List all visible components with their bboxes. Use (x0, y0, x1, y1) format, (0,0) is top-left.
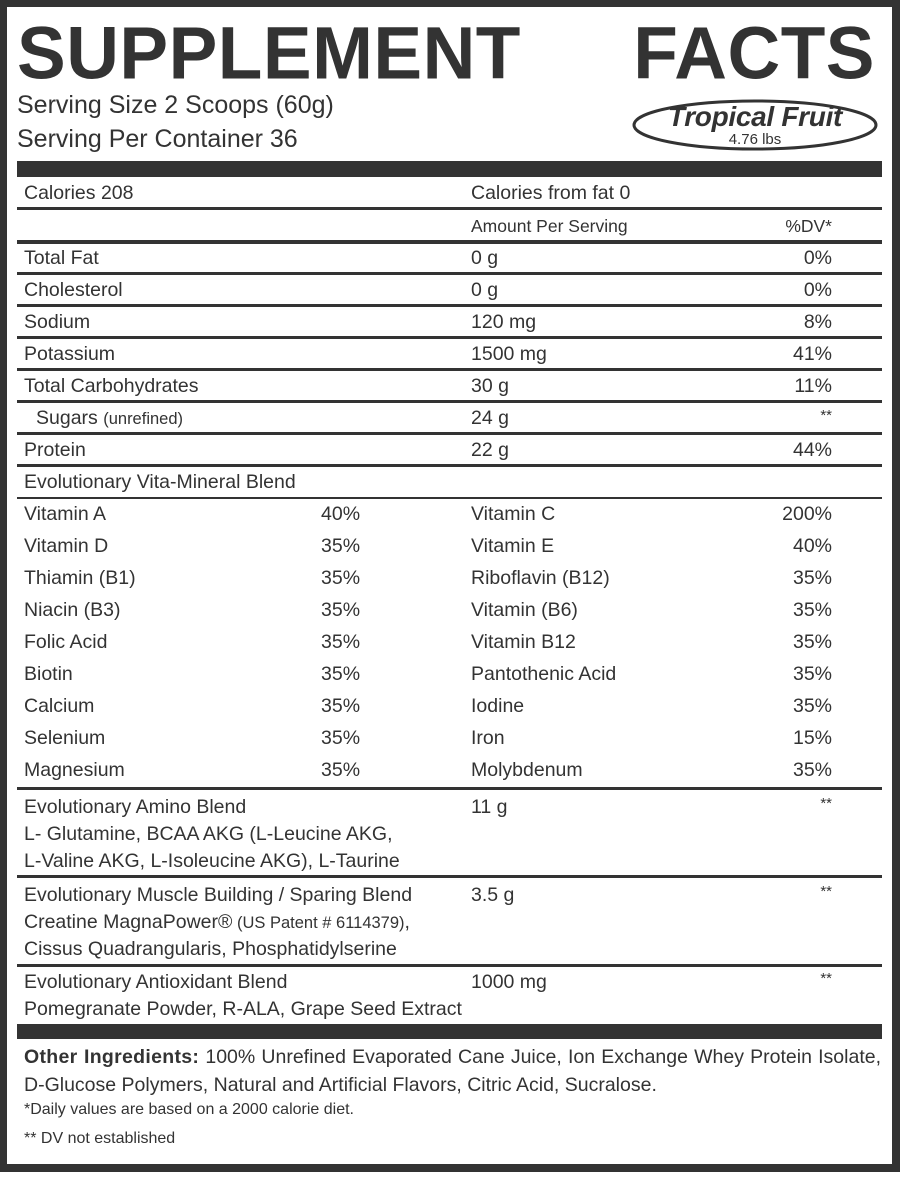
nutrient-dv: 11% (794, 375, 832, 397)
other-ingredients (24, 1043, 881, 1099)
vitamin-name: Iron (471, 727, 505, 749)
nutrient-name (24, 374, 199, 398)
divider (17, 400, 882, 403)
footnote-daily-values: *Daily values are based on a 2000 calorie diet. (24, 1101, 354, 1118)
patent-note: (US Patent # 6114379) (232, 914, 405, 932)
amino-blend-ingredients-line: L-Valine AKG, L-Isoleucine AKG), L-Taurine (24, 850, 400, 872)
nutrient-label: Total Carbohydrates (24, 375, 199, 397)
divider (17, 272, 882, 275)
nutrient-amount: 120 mg (471, 311, 537, 333)
vitamin-dv: 35% (321, 535, 361, 557)
muscle-blend-ingredients-line: Cissus Quadrangularis, Phosphatidylserine (24, 938, 397, 960)
amino-blend-ingredients-line: L- Glutamine, BCAA AKG (L-Leucine AKG, (24, 823, 393, 845)
nutrient-label: Protein (24, 439, 86, 461)
dv-header: %DV* (785, 216, 832, 236)
nutrient-label: Sugars (36, 407, 98, 429)
net-weight: 4.76 lbs (728, 131, 782, 148)
vitamin-name: Vitamin B12 (471, 631, 576, 653)
antioxidant-blend-ingredients-line: Pomegranate Powder, R-ALA, Grape Seed Extract (24, 998, 462, 1020)
vitamin-name: Vitamin C (471, 503, 556, 525)
vitamin-name: Folic Acid (24, 631, 108, 653)
nutrient-amount: 0 g (471, 279, 499, 301)
vitamin-name: Vitamin A (24, 503, 107, 525)
vitamin-name: Vitamin D (24, 535, 109, 557)
divider (17, 336, 882, 339)
bottom-thick-divider (17, 1024, 882, 1039)
nutrient-name (24, 278, 123, 302)
divider (17, 464, 882, 467)
divider (17, 207, 882, 210)
nutrient-name (36, 406, 183, 431)
divider (17, 240, 882, 244)
antioxidant-blend-dv: ** (820, 970, 832, 987)
vitamin-name: Pantothenic Acid (471, 663, 617, 685)
nutrient-label: Total Fat (24, 247, 99, 269)
servings-per-container: Serving Per Container 36 (17, 125, 298, 153)
vitamin-dv: 35% (792, 599, 832, 621)
vitamin-dv: 35% (321, 663, 361, 685)
divider (17, 432, 882, 435)
divider (17, 304, 882, 307)
vitamin-dv: 35% (792, 759, 832, 781)
nutrient-amount: 1500 mg (471, 343, 547, 365)
vitamin-name: Thiamin (B1) (24, 567, 136, 589)
divider (17, 368, 882, 371)
amino-blend-name: Evolutionary Amino Blend (24, 796, 247, 818)
top-thick-divider (17, 161, 882, 177)
vitamin-dv: 35% (321, 631, 361, 653)
vitamin-dv: 35% (321, 695, 361, 717)
divider (17, 497, 882, 499)
nutrient-dv: ** (820, 407, 832, 424)
amount-header: Amount Per Serving (471, 216, 628, 236)
nutrient-dv: 0% (803, 247, 832, 269)
vitamin-dv: 35% (321, 759, 361, 781)
other-ingredients-text: 100% Unrefined Evaporated Cane Juice, Ion Exchange Whey Protein Isolate, D-Glucose Polymers, Natural and Artificial Flavors, Citric Acid, Sucralose. (24, 1046, 881, 1096)
footnote-dv-not-established: ** DV not established (24, 1130, 176, 1147)
vita-mineral-title: Evolutionary Vita-Mineral Blend (24, 471, 296, 493)
nutrient-amount: 22 g (471, 439, 509, 461)
nutrient-label: Cholesterol (24, 279, 123, 301)
nutrient-name (24, 310, 90, 334)
calories-from-fat: Calories from fat 0 (471, 182, 631, 204)
nutrient-amount: 30 g (471, 375, 509, 397)
nutrient-label: Sodium (24, 311, 91, 333)
vitamin-name: Biotin (24, 663, 73, 685)
panel-title: SUPPLEMENT FACTS (17, 12, 875, 95)
vitamin-dv: 35% (792, 567, 832, 589)
vitamin-dv: 40% (792, 535, 832, 557)
nutrient-qualifier: (unrefined) (103, 410, 184, 428)
nutrient-name (24, 342, 115, 366)
nutrient-label: Potassium (24, 343, 116, 365)
divider (17, 787, 882, 790)
vitamin-name: Iodine (471, 695, 525, 717)
amino-blend-amount: 11 g (471, 796, 508, 818)
antioxidant-blend-amount: 1000 mg (471, 971, 547, 993)
calories-total: Calories 208 (24, 182, 134, 204)
muscle-blend-dv: ** (820, 883, 832, 900)
vitamin-dv: 35% (321, 567, 361, 589)
vitamin-dv: 35% (321, 727, 361, 749)
muscle-blend-name: Evolutionary Muscle Building / Sparing Blend (24, 884, 413, 906)
vitamin-dv: 35% (321, 599, 361, 621)
flavor-name: Tropical Fruit (667, 101, 843, 132)
divider (17, 875, 882, 878)
vitamin-name: Magnesium (24, 759, 125, 781)
nutrient-dv: 0% (803, 279, 832, 301)
vitamin-dv: 15% (792, 727, 832, 749)
vitamin-dv: 40% (321, 503, 361, 525)
punctuation: , (404, 911, 410, 933)
vitamin-name: Molybdenum (471, 759, 583, 781)
vitamin-name: Niacin (B3) (24, 599, 121, 621)
vitamin-dv: 35% (792, 663, 832, 685)
nutrient-dv: 44% (792, 439, 832, 461)
vitamin-dv: 35% (792, 631, 832, 653)
vitamin-name: Vitamin (B6) (471, 599, 578, 621)
nutrient-dv: 41% (792, 343, 832, 365)
muscle-blend-amount: 3.5 g (471, 884, 515, 906)
other-ingredients-label: Other Ingredients: (24, 1046, 200, 1068)
vitamin-name: Vitamin E (471, 535, 555, 557)
antioxidant-blend-name: Evolutionary Antioxidant Blend (24, 971, 288, 993)
nutrient-amount: 24 g (471, 407, 509, 429)
vitamin-name: Riboflavin (B12) (471, 567, 610, 589)
serving-size: Serving Size 2 Scoops (60g) (17, 91, 334, 119)
vitamin-name: Calcium (24, 695, 95, 717)
nutrient-amount: 0 g (471, 247, 499, 269)
creatine-name: Creatine MagnaPower® (24, 911, 233, 933)
nutrient-name (24, 246, 99, 270)
vitamin-dv: 200% (782, 503, 832, 525)
muscle-blend-ingredients-line (24, 910, 410, 935)
flavor-badge (630, 98, 880, 154)
nutrient-name (24, 438, 86, 462)
amino-blend-dv: ** (820, 795, 832, 812)
vitamin-dv: 35% (792, 695, 832, 717)
vitamin-name: Selenium (24, 727, 106, 749)
nutrient-dv: 8% (803, 311, 832, 333)
